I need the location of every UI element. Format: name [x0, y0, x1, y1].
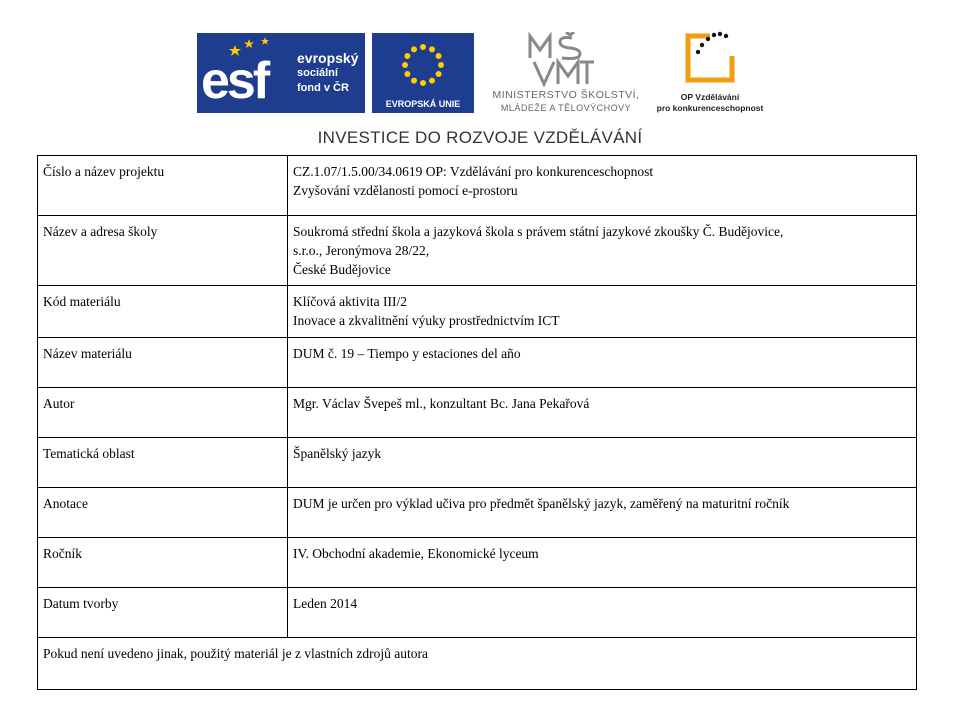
table-row: [38, 488, 917, 538]
row-value: [288, 488, 917, 538]
row-value-line: IV. Obchodní akademie, Ekonomické lyceum: [293, 546, 539, 561]
msmt-line-1: MINISTERSTVO ŠKOLSTVÍ,: [492, 89, 640, 101]
msmt-monogram-icon: [526, 32, 596, 87]
table-row: [38, 438, 917, 488]
row-value: [288, 538, 917, 588]
project-info-table: [37, 155, 917, 690]
row-value-line: Soukromá střední škola a jazyková škola s právem státní jazykové zkoušky Č. Budějovice,: [293, 224, 784, 239]
row-value: [288, 588, 917, 638]
row-value-line: Španělský jazyk: [293, 446, 382, 461]
row-value-line: DUM č. 19 – Tiempo y estaciones del año: [293, 346, 521, 361]
esf-line-2: sociální: [297, 67, 338, 79]
row-label: Ročník: [38, 538, 288, 588]
row-label: Kód materiálu: [38, 286, 288, 338]
table-body: [38, 156, 917, 690]
table-row: [38, 286, 917, 338]
row-value-line: Mgr. Václav Švepeš ml., konzultant Bc. Jana Pekařová: [293, 396, 590, 411]
row-value: [288, 156, 917, 216]
eu-label: EVROPSKÁ UNIE: [385, 99, 461, 109]
op-line-1: OP Vzdělávání: [680, 92, 740, 102]
row-label: Autor: [38, 388, 288, 438]
op-logo: [650, 30, 770, 118]
table-row: [38, 338, 917, 388]
row-value-line: DUM je určen pro výklad učiva pro předmět španělský jazyk, zaměřený na maturitní ročník: [293, 496, 790, 511]
row-value: [288, 216, 917, 286]
eu-flag-icon: [372, 33, 474, 97]
row-label: Tematická oblast: [38, 438, 288, 488]
row-value-line: Zvyšování vzdělanosti pomocí e-prostoru: [293, 183, 518, 198]
row-label: Název a adresa školy: [38, 216, 288, 286]
row-label: Datum tvorby: [38, 588, 288, 638]
table-row: [38, 588, 917, 638]
row-value-line: České Budějovice: [293, 262, 391, 277]
banner-text: INVESTICE DO ROZVOJE VZDĚLÁVÁNÍ: [317, 128, 643, 147]
footer-note: Pokud není uvedeno jinak, použitý materiál je z vlastních zdrojů autora: [38, 638, 917, 690]
eu-logo: [372, 33, 474, 113]
esf-logo: [197, 33, 365, 113]
esf-line-1: evropský: [297, 50, 359, 66]
row-value-line: Klíčová aktivita III/2: [293, 294, 407, 309]
table-footer-row: [38, 638, 917, 690]
esf-line-3: fond v ČR: [297, 82, 349, 94]
msmt-line-2: MLÁDEŽE A TĚLOVÝCHOVY: [500, 103, 632, 113]
row-value-line: CZ.1.07/1.5.00/34.0619 OP: Vzdělávání pro konkurenceschopnost: [293, 164, 654, 179]
row-value: [288, 388, 917, 438]
table-row: [38, 388, 917, 438]
row-value: [288, 438, 917, 488]
row-label: Název materiálu: [38, 338, 288, 388]
table-row: [38, 156, 917, 216]
op-line-2: pro konkurenceschopnost: [656, 103, 764, 113]
table-row: [38, 216, 917, 286]
row-value: [288, 338, 917, 388]
logo-banner: [0, 0, 960, 155]
table-row: [38, 538, 917, 588]
row-label: Anotace: [38, 488, 288, 538]
row-value: [288, 286, 917, 338]
row-label: Číslo a název projektu: [38, 156, 288, 216]
esf-text: [297, 51, 358, 96]
msmt-logo: [480, 32, 652, 116]
row-value-line: s.r.o., Jeronýmova 28/22,: [293, 243, 430, 258]
row-value-line: Leden 2014: [293, 596, 358, 611]
row-value-line: Inovace a zkvalitnění výuky prostřednictvím ICT: [293, 313, 560, 328]
esf-letters: esf: [201, 52, 268, 110]
op-square-icon: [684, 30, 736, 86]
